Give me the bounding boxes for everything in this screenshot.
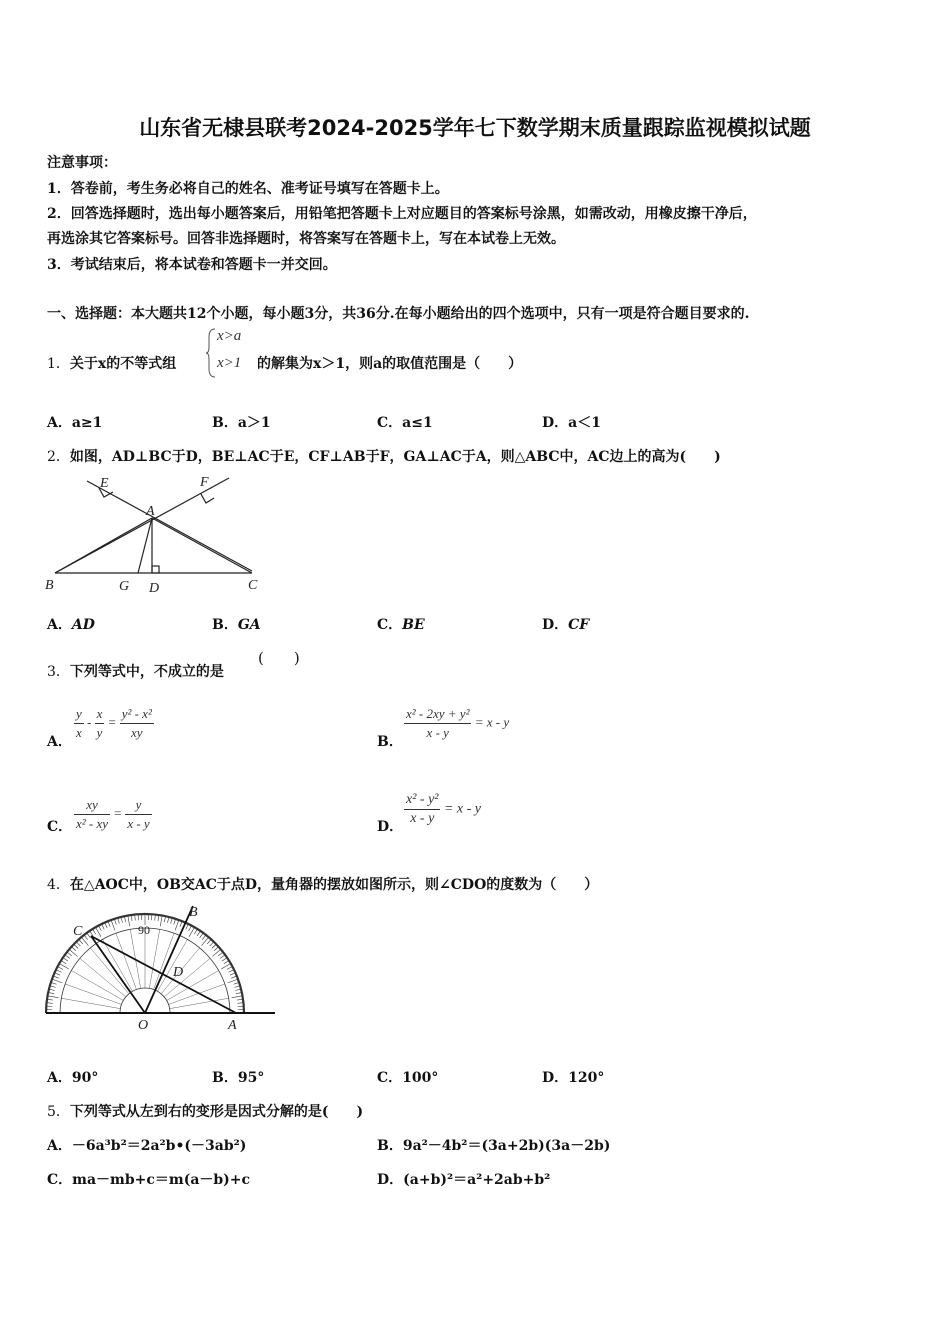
question-number: 3．	[47, 664, 70, 680]
option-value: GA	[237, 617, 261, 633]
numerator: y² - x²	[120, 705, 154, 724]
denominator: x	[76, 725, 82, 740]
question-number: 4．	[47, 877, 70, 893]
option-value: AD	[71, 617, 95, 633]
label-c: C	[73, 924, 83, 939]
protractor-tick	[52, 979, 62, 983]
option-letter: B．	[212, 617, 238, 633]
protractor-guide-line	[65, 984, 121, 1005]
notice-item: 再选涂其它答案标号。回答非选择题时，将答案写在答题卡上，写在本试卷上无效。	[47, 231, 565, 247]
protractor-tick	[48, 996, 59, 998]
option-d-expression	[404, 791, 481, 828]
notice-item: 3．考试结束后，将本试卷和答题卡一并交回。	[47, 257, 337, 273]
option-b[interactable]: B．9a²－4b²＝(3a+2b)(3a－2b)	[377, 1138, 611, 1154]
numerator: x² - y²	[404, 791, 440, 810]
protractor-tick	[212, 949, 220, 956]
option-b[interactable]: B．a＞1	[212, 415, 271, 431]
label-d: D	[173, 965, 184, 980]
inequality-line: x>1	[217, 355, 242, 371]
protractor-guide-line	[116, 933, 137, 989]
triangle-figure	[40, 470, 280, 600]
option-letter: C．	[377, 617, 403, 633]
protractor-tick	[202, 937, 209, 945]
line-ac	[152, 518, 252, 573]
option-letter: D．	[542, 617, 569, 633]
protractor-guide-line	[149, 929, 159, 988]
protractor-guide-line	[90, 948, 129, 994]
option-letter: A．	[47, 617, 72, 633]
option-d[interactable]: D．120°	[542, 1070, 605, 1086]
operator: = x - y	[474, 714, 510, 730]
protractor-tick	[175, 920, 179, 930]
protractor-guide-line	[168, 984, 224, 1005]
protractor-center-arc	[120, 988, 170, 1013]
option-a[interactable]	[47, 614, 95, 634]
label-d: D	[149, 581, 160, 596]
protractor-guide-line	[61, 998, 120, 1008]
protractor-tick	[128, 916, 130, 927]
inequality-system	[205, 327, 255, 379]
denominator: xy	[131, 725, 143, 740]
notice-item: 1．答卷前，考生务必将自己的姓名、准考证号填写在答题卡上。	[47, 181, 449, 197]
operator: =	[107, 714, 117, 730]
numerator: xy	[74, 796, 110, 815]
inequality-line: x>a	[217, 328, 242, 344]
option-c[interactable]: C．	[47, 819, 73, 835]
page-title: 山东省无棣县联考2024-2025学年七下数学期末质量跟踪监视模拟试题	[139, 116, 811, 140]
option-a[interactable]: A．90°	[47, 1070, 99, 1086]
operator: = x - y	[443, 801, 482, 817]
protractor-guide-line	[154, 933, 175, 989]
brace-icon	[205, 327, 217, 379]
question-2	[47, 446, 721, 466]
denominator: x - y	[410, 811, 435, 826]
option-value: CF	[568, 617, 590, 633]
right-angle-mark	[152, 566, 159, 573]
operator: -	[87, 714, 92, 730]
option-a[interactable]: A．	[47, 734, 72, 750]
numerator: x² - 2xy + y²	[404, 705, 471, 724]
question-number: 1．	[47, 356, 70, 372]
question-text: 下列等式从左到右的变形是因式分解的是( )	[69, 1104, 364, 1120]
option-d[interactable]: D．(a+b)²＝a²+2ab+b²	[377, 1172, 551, 1188]
protractor-tick	[69, 949, 77, 956]
label-a: A	[146, 504, 155, 519]
question-5	[47, 1101, 363, 1121]
denominator: y	[96, 725, 103, 740]
label-b: B	[189, 905, 198, 920]
protractor-guide-line	[71, 971, 123, 1001]
section-heading: 一、选择题：本大题共12个小题，每小题3分，共36分.在每小题给出的四个选项中，只有一项是符合题目要求的.	[47, 306, 750, 322]
option-b[interactable]	[212, 614, 261, 634]
right-angle-mark	[201, 494, 214, 503]
question-text: 关于x的不等式组	[69, 356, 177, 372]
question-number: 5．	[47, 1104, 70, 1120]
option-b-expression	[404, 705, 509, 742]
question-text: 如图，AD⊥BC于D，BE⊥AC于E，CF⊥AB于F，GA⊥AC于A，则△ABC中，AC边上的高为( )	[69, 449, 721, 465]
answer-paren: ( )	[258, 649, 300, 667]
protractor-tick	[111, 920, 115, 930]
option-b[interactable]: B．95°	[212, 1070, 265, 1086]
denominator: x - y	[127, 816, 150, 831]
option-c[interactable]	[377, 614, 425, 634]
option-c[interactable]: C．a≤1	[377, 415, 433, 431]
option-c[interactable]: C．ma－mb+c＝m(a－b)+c	[47, 1172, 251, 1188]
question-1	[47, 353, 176, 373]
numerator: x	[95, 705, 105, 724]
question-3	[47, 661, 224, 681]
option-d[interactable]	[542, 614, 589, 634]
label-o: O	[138, 1018, 149, 1033]
protractor-90-mark: 90	[138, 923, 150, 937]
protractor-figure	[40, 898, 280, 1038]
option-a[interactable]: A．a≥1	[47, 415, 103, 431]
option-a[interactable]: A．－6a³b²＝2a²b•(－3ab²)	[47, 1138, 247, 1154]
option-d[interactable]: D．	[377, 819, 404, 835]
option-value: BE	[402, 617, 425, 633]
label-e: E	[100, 476, 109, 491]
notice-heading: 注意事项：	[47, 155, 117, 171]
notice-item: 2．回答选择题时，选出每小题答案后，用铅笔把答题卡上对应题目的答案标号涂黑，如需改动，用橡皮擦干净后，	[47, 206, 757, 222]
option-d[interactable]: D．a＜1	[542, 415, 601, 431]
option-c[interactable]: C．100°	[377, 1070, 439, 1086]
protractor-guide-line	[80, 958, 126, 997]
operator: =	[113, 805, 123, 821]
line-be	[87, 481, 252, 571]
option-c-expression	[74, 796, 152, 833]
label-a: A	[228, 1018, 237, 1033]
question-text: 下列等式中，不成立的是	[69, 664, 224, 680]
label-g: G	[119, 579, 130, 594]
question-number: 2．	[47, 449, 70, 465]
denominator: x² - xy	[76, 816, 109, 831]
question-4	[47, 874, 598, 894]
line-ob	[145, 906, 193, 1013]
protractor-tick	[228, 979, 238, 983]
numerator: y	[125, 796, 151, 815]
option-b[interactable]: B．	[377, 734, 403, 750]
label-c: C	[248, 578, 258, 593]
label-f: F	[200, 475, 209, 490]
protractor-guide-line	[103, 939, 133, 991]
label-b: B	[45, 578, 54, 593]
numerator: y	[74, 705, 84, 724]
protractor-tick	[232, 996, 243, 998]
question-text: 的解集为x＞1，则a的取值范围是（ ）	[257, 356, 523, 372]
protractor-tick	[81, 937, 88, 945]
question-text: 在△AOC中，OB交AC于点D，量角器的摆放如图所示，则∠CDO的度数为（ ）	[69, 877, 599, 893]
protractor-tick	[160, 916, 162, 927]
line-ab	[55, 518, 152, 573]
denominator: x - y	[426, 725, 449, 740]
option-a-expression	[74, 705, 154, 742]
